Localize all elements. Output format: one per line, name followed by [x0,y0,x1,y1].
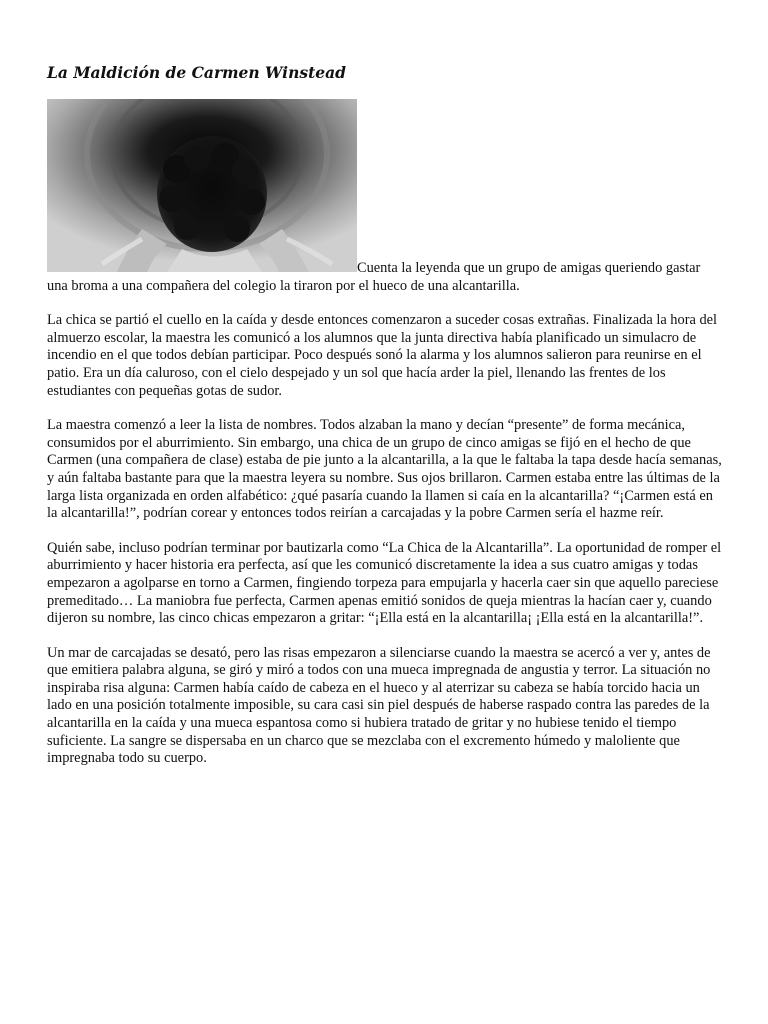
document-title: La Maldición de Carmen Winstead [47,63,346,82]
paragraph-5: Un mar de carcajadas se desató, pero las risas empezaron a silenciarse cuando la maestra se acercó a ver y, antes de que emitiera palabra alguna, se giró y miró a todos con una mueca impregnada de angustia y terror. La situación no inspiraba risa alguna: Carmen había caído de cabeza en el hueco y al aterrizar su cabeza se había torcido hacia un lado en una posición totalmente imposible, su cara casi sin piel después de haberse raspado contra las paredes de la alcantarilla en la caída y una mueca espantosa como si hubiera tratado de gritar y no hubiese tenido el tiempo suficiente. La sangre se dispersaba en un charco que se mezclaba con el excremento húmedo y maloliente que impregnaba todo su cuerpo. [47,644,711,767]
paragraph-3: La maestra comenzó a leer la lista de nombres. Todos alzaban la mano y decían “presente” de forma mecánica, consumidos por el aburrimiento. Sin embargo, una chica de un grupo de cinco amigas se fijó en el hecho de que Carmen (una compañera de clase) estaba de pie junto a la alcantarilla, a la que le faltaba la tapa desde hacía semanas, y aún faltaba bastante para que la maestra leyera su nombre. Sus ojos brillaron. Carmen estaba entre las últimas de la larga lista organizada en orden alfabético: ¿qué pasaría cuando la llamen si caía en la alcantarilla? “¡Carmen está en la alcantarilla!”, podrían corear y entonces todos reirían a carcajadas y la pobre Carmen sería el hazme reír. [47,417,722,522]
paragraph-1-text: Cuenta la leyenda que un grupo de amigas queriendo gastar una broma a una compañera del colegio la tiraron por el hueco de una alcantarilla. [47,260,701,294]
paragraph-4: Quién sabe, incluso podrían terminar por bautizarla como “La Chica de la Alcantarilla”. La oportunidad de romper el aburrimiento y hacer historia era perfecta, así que les comunicó discretamente la idea a sus cuatro amigas y todas empezaron a agolparse en torno a Carmen, fingiendo torpeza para empujarla y hacerla caer sin que aquello pareciese premeditado… La maniobra fue perfecta, Carmen apenas emitió sonidos de queja mientras la hacían caer y, cuando dijeron su nombre, las cinco chicas empezaron a gritar: “¡Ella está en la alcantarilla¡ ¡Ella está en la alcantarilla!”. [47,539,722,627]
document-page [47,62,723,785]
sewer-girl-photo [47,99,357,272]
paragraph-1 [47,99,723,295]
paragraph-2: La chica se partió el cuello en la caída y desde entonces comenzaron a suceder cosas extrañas. Finalizada la hora del almuerzo escolar, la maestra les comunicó a los alumnos que la junta directiva había planificado un simulacro de incendio en el que todos debían participar. Poco después sonó la alarma y los alumnos salieron para reunirse en el patio. Era un día caluroso, con el cielo despejado y un sol que hacía arder la piel, llenando las frentes de los estudiantes con pequeñas gotas de sudor. [47,312,718,399]
